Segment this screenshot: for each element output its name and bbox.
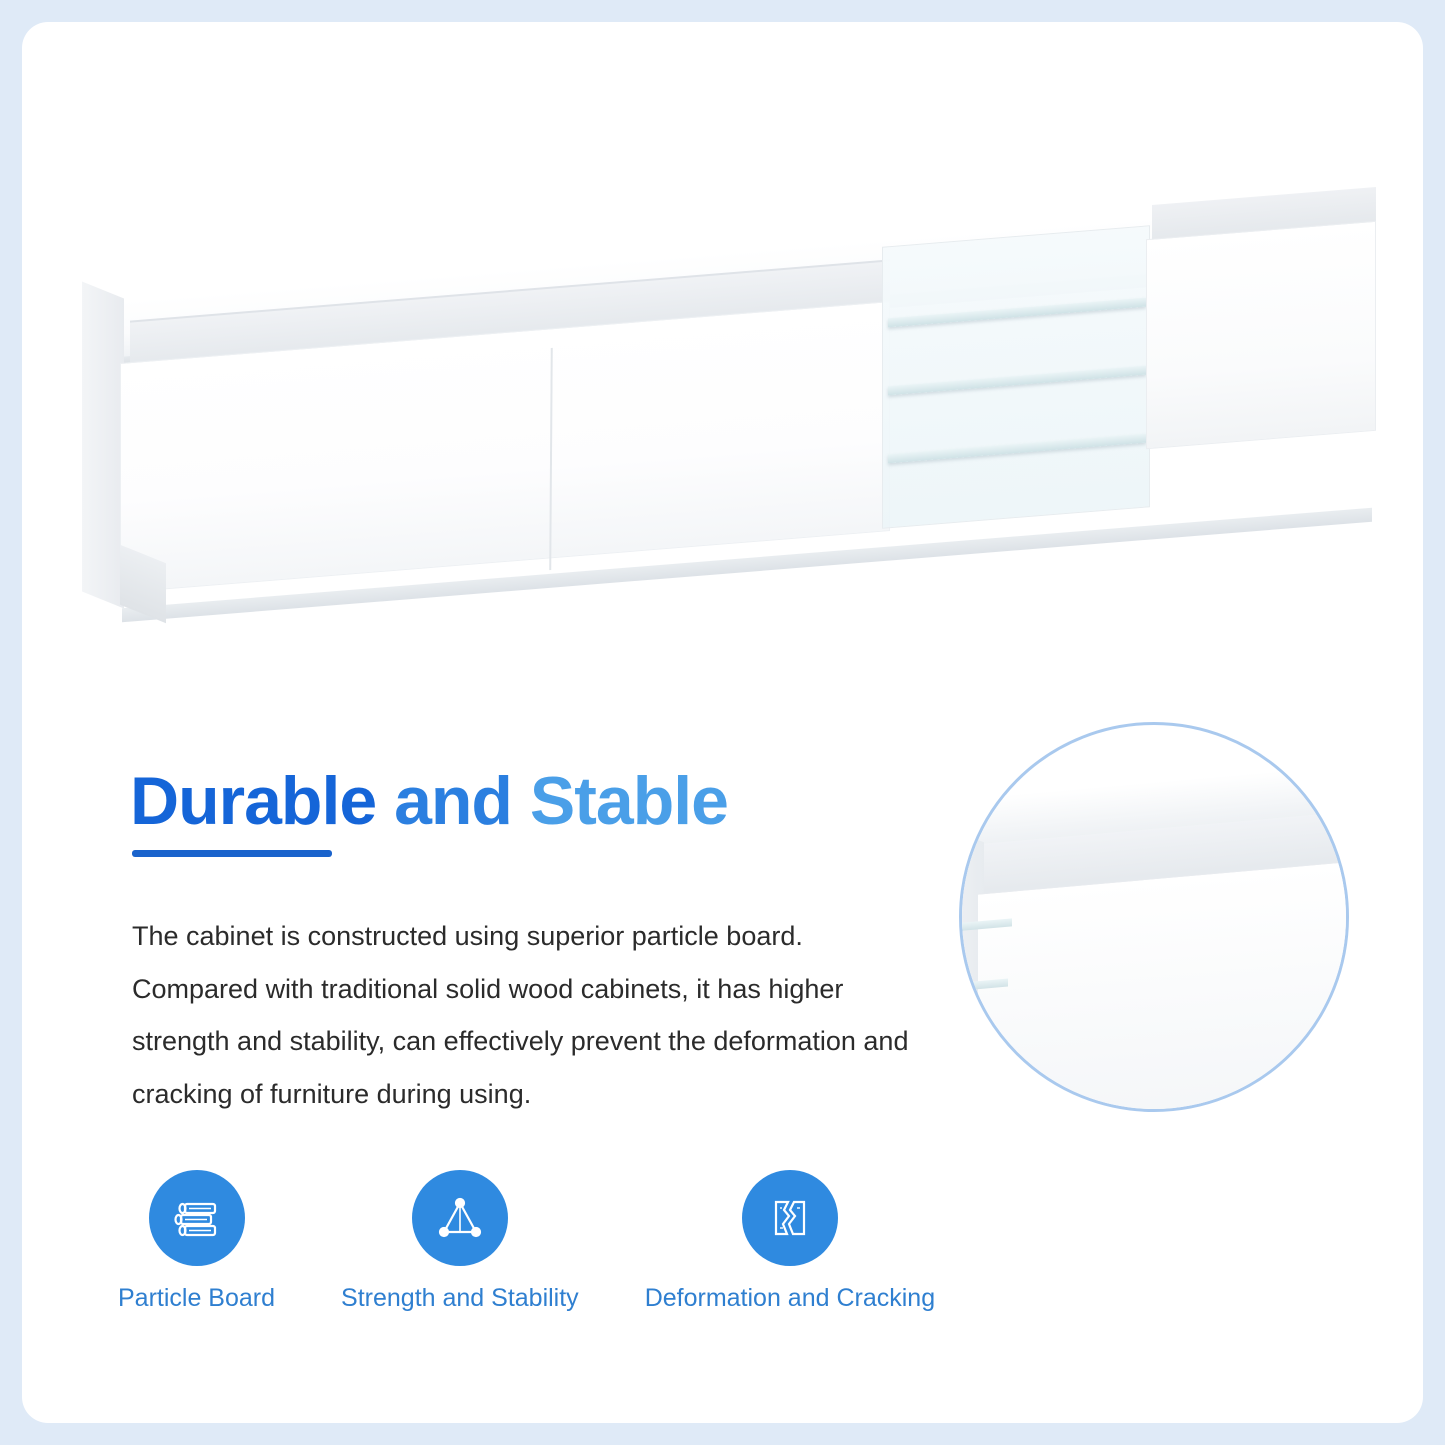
feature-list xyxy=(118,1170,935,1313)
deformation-cracking-icon xyxy=(742,1170,838,1266)
heading-part-2: and xyxy=(376,763,530,839)
feature-label: Strength and Stability xyxy=(341,1284,579,1312)
right-door-front xyxy=(1146,221,1376,450)
feature-item-strength-stability xyxy=(341,1170,579,1313)
detail-door-front xyxy=(978,860,1349,1112)
tv-stand-illustration xyxy=(82,162,1382,632)
hero-product-image xyxy=(22,22,1423,682)
detail-closeup-circle xyxy=(959,722,1349,1112)
feature-label: Deformation and Cracking xyxy=(644,1284,936,1312)
feature-label: Particle Board xyxy=(118,1284,276,1312)
feature-item-deformation-cracking xyxy=(645,1170,935,1313)
stand-left-side-panel xyxy=(82,282,124,609)
heading-underline xyxy=(132,850,332,857)
content-card xyxy=(22,22,1423,1423)
heading-part-3: Stable xyxy=(529,763,728,839)
body-paragraph: The cabinet is constructed using superior particle board. Compared with traditional solid wood cabinets, it has higher strength and stability, can effectively prevent the deformation and cracking of furniture during using. xyxy=(132,921,909,1109)
strength-stability-icon xyxy=(412,1170,508,1266)
particle-board-icon xyxy=(149,1170,245,1266)
feature-item-particle-board xyxy=(118,1170,275,1313)
heading-part-1: Durable xyxy=(130,763,377,839)
section-heading xyxy=(130,762,728,840)
